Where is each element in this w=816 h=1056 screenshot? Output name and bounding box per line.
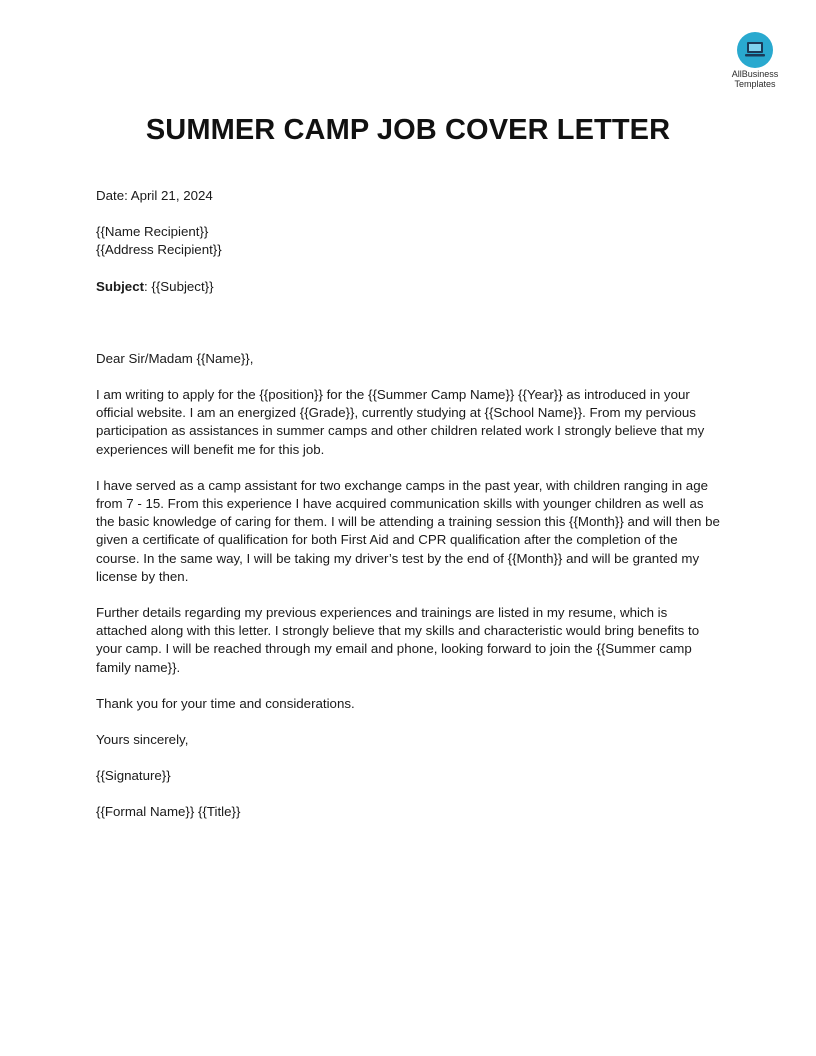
paragraph-intro: I am writing to apply for the {{position}} for the {{Summer Camp Name}} {{Year}} as introduced in your official website. I am an energized {{Grade}}, currently studying at {{School Name}}. From my pervious participation as assistances in summer camps and other children related work I strongly believe that my experiences will benefit me for this job. (96, 387, 705, 457)
document-title: SUMMER CAMP JOB COVER LETTER (145, 114, 671, 146)
signoff-name-title: {{Formal Name}} {{Title}} (96, 804, 241, 820)
signature-placeholder: {{Signature}} (96, 768, 171, 784)
salutation: Dear Sir/Madam {{Name}}, (96, 350, 254, 366)
recipient-address: {{Address Recipient}} (96, 242, 222, 258)
letter-body (96, 187, 720, 822)
logo-text (722, 69, 788, 89)
paragraph-experience: I have served as a camp assistant for two exchange camps in the past year, with children ranging in age from 7 - 15. From this experience I have acquired communication skills with younger children as well as the basic knowledge of caring for them. I will be attending a training session this {{Month}} and will then be given a certificate of qualification for both First Aid and CPR qualification after the completion of the course. In the same way, I will be taking my driver’s test by the end of {{Month}} and will be granted my license by then. (96, 477, 720, 584)
paragraph-details: Further details regarding my previous experiences and trainings are listed in my resume, which is attached along with this letter. I strongly believe that my skills and characteristic would bring benefits to your camp. I will be reached through my email and phone, looking forward to join the {{Summer camp family name}}. (96, 605, 700, 675)
brand-logo (722, 32, 788, 89)
subject-value: : {{Subject}} (144, 278, 214, 294)
recipient-name: {{Name Recipient}} (96, 224, 209, 240)
date-line: Date: April 21, 2024 (96, 188, 213, 203)
laptop-icon (737, 32, 773, 68)
logo-text-line1: AllBusiness (731, 69, 779, 79)
subject-line (96, 278, 720, 296)
closing-line: Yours sincerely, (96, 732, 189, 748)
subject-label: Subject (96, 278, 145, 294)
logo-text-line2: Templates (734, 79, 776, 89)
paragraph-thanks: Thank you for your time and considerations. (96, 695, 355, 711)
